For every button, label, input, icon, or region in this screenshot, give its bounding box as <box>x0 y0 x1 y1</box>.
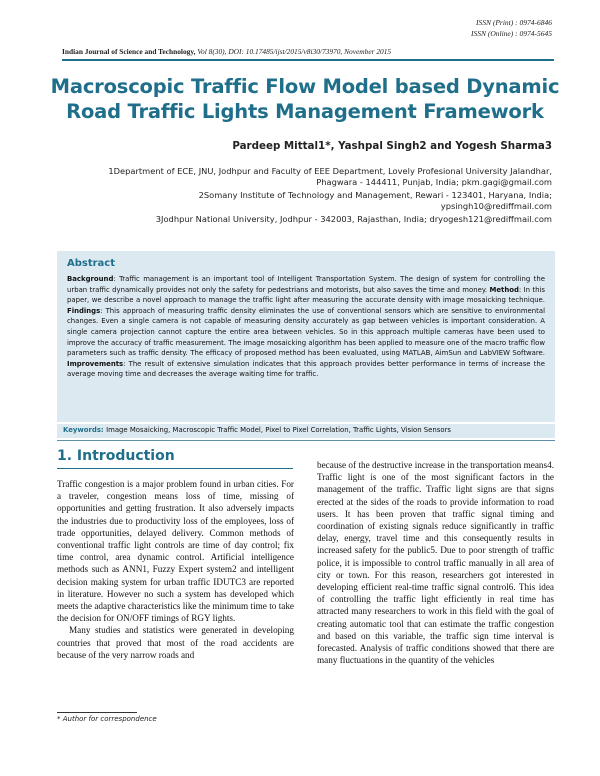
keywords-label: Keywords: <box>63 426 107 434</box>
journal-meta: Vol 8(30), DOI: 10.17485/ijst/2015/v8i30/73970, November 2015 <box>197 47 392 56</box>
affiliation-2: 2Somany Institute of Technology and Management, Rewari - 123401, Haryana, India; ypsingh10@rediffmail.com <box>198 189 552 211</box>
journal-name: Indian Journal of Science and Technology, <box>62 47 196 56</box>
abstract-box <box>57 251 555 422</box>
keywords <box>57 424 555 438</box>
abstract-heading: Abstract <box>67 258 116 269</box>
issn-block <box>471 17 552 39</box>
intro-paragraph-3: because of the destructive increase in the transportation means4. Traffic light is one of the most significant factors in the management of the traffic. Traffic light signs are that signs erected at the sides of the roads to provide information to road users. It has been proven that traffic signal timing and coordination of existing signals reduce significantly in traffic delay, energy, travel time and this consequently results in increased safety for the public5. Due to poor strength of traffic police, it is impossible to control traffic manually in all area of city or town. For this reason, researchers got interested in developing efficient real-time traffic signal control6. This idea of controlling the traffic light efficiently in real time has attracted many researchers to work in this field with the goal of creating automatic tool that can estimate the traffic congestion and based on this variable, the traffic sign time interval is forecasted. Analysis of traffic conditions showed that there are many fluctuations in the quantity of the vehicles <box>317 460 554 666</box>
method-label: Method <box>489 285 519 294</box>
affiliation-3: 3Jodhpur National University, Jodhpur - 342003, Rajasthan, India; dryogesh121@rediffmail.com <box>155 213 552 224</box>
affiliations <box>92 166 552 227</box>
background-text: : Traffic management is an important tool of Intelligent Transportation System. The design of system for controlling the urban traffic dynamically provides not only the safety for pedestrians and motorists, but also saves the time and money. <box>67 275 545 294</box>
method-text: : In this paper, we describe a novel approach to manage the traffic light after measuring the accurate density with image mosaicking technique. <box>67 285 545 305</box>
affiliation-1: 1Department of ECE, JNU, Jodhpur and Faculty of EEE Department, Lovely Profesional University Jalandhar, Phagwara - 144411, Punjab, India; pkm.gagi@gmail.com <box>108 166 552 187</box>
background-label: Background <box>67 275 114 283</box>
intro-paragraph-1: Traffic congestion is a major problem found in urban cities. For a traveler, congestion means loss of time, missing of opportunities and getting frustration. It also adversely impacts the industries due to productivity loss of the employees, loss of trade opportunities, delayed delivery. Common methods of conventional traffic light controls are time of day control; fix time control, area dynamic control. Artificial intelligence methods such as ANN1, Fuzzy Expert system2 and intelligent decision making system for urban traffic IDUTC3 are reported in literature. However no such a system has developed which meets the adaptive characteristics like the minimum time to take the decision for ON/OFF timings of RGY lights. <box>57 479 294 624</box>
body-column-right <box>317 459 554 666</box>
header-divider <box>62 59 554 61</box>
findings-label: Findings <box>67 306 101 315</box>
abstract-text <box>67 274 545 380</box>
footnote-correspondence: * Author for correspondence <box>57 715 157 723</box>
keywords-divider <box>57 440 555 441</box>
issn-print: ISSN (Print) : 0974-6846 <box>475 18 552 27</box>
paper-title: Macroscopic Traffic Flow Model based Dynamic Road Traffic Lights Management Framework <box>50 75 560 123</box>
body-column-left <box>57 478 294 661</box>
improvements-text: : The result of extensive simulation indicates that this approach provides better performance in terms of increase the average moving time and decreases the average waiting time for traffic. <box>67 359 545 379</box>
findings-text: : This approach of measuring traffic density eliminates the use of conventional sensors which are sensitive to environmental changes. Even a single camera is not capable of measuring density accurately as gap between vehicles is important consideration. A single camera projection cannot capture the entire area between vehicles. So in this approach multiple cameras have been used to improve the accuracy of traffic measurement. The image mosaicking algorithm has been applied to measure one of the macro traffic flow parameters such as traffic density. The efficacy of proposed method has been evaluated, using MATLAB, AimSun and LabVIEW Software. <box>67 306 545 358</box>
issn-online: ISSN (Online) : 0974-5645 <box>470 29 552 38</box>
improvements-label: Improvements <box>67 359 124 368</box>
footnote-divider <box>57 712 137 713</box>
section-divider <box>57 468 293 469</box>
intro-paragraph-2: Many studies and statistics were generated in developing countries that proved that most of the road accidents are because of the very narrow roads and <box>57 625 294 660</box>
keywords-text: Image Mosaicking, Macroscopic Traffic Model, Pixel to Pixel Correlation, Traffic Lights, Vision Sensors <box>106 426 451 434</box>
journal-citation <box>62 47 391 56</box>
section-heading-introduction: 1. Introduction <box>57 448 175 464</box>
author-list: Pardeep Mittal1*, Yashpal Singh2 and Yogesh Sharma3 <box>232 140 552 152</box>
